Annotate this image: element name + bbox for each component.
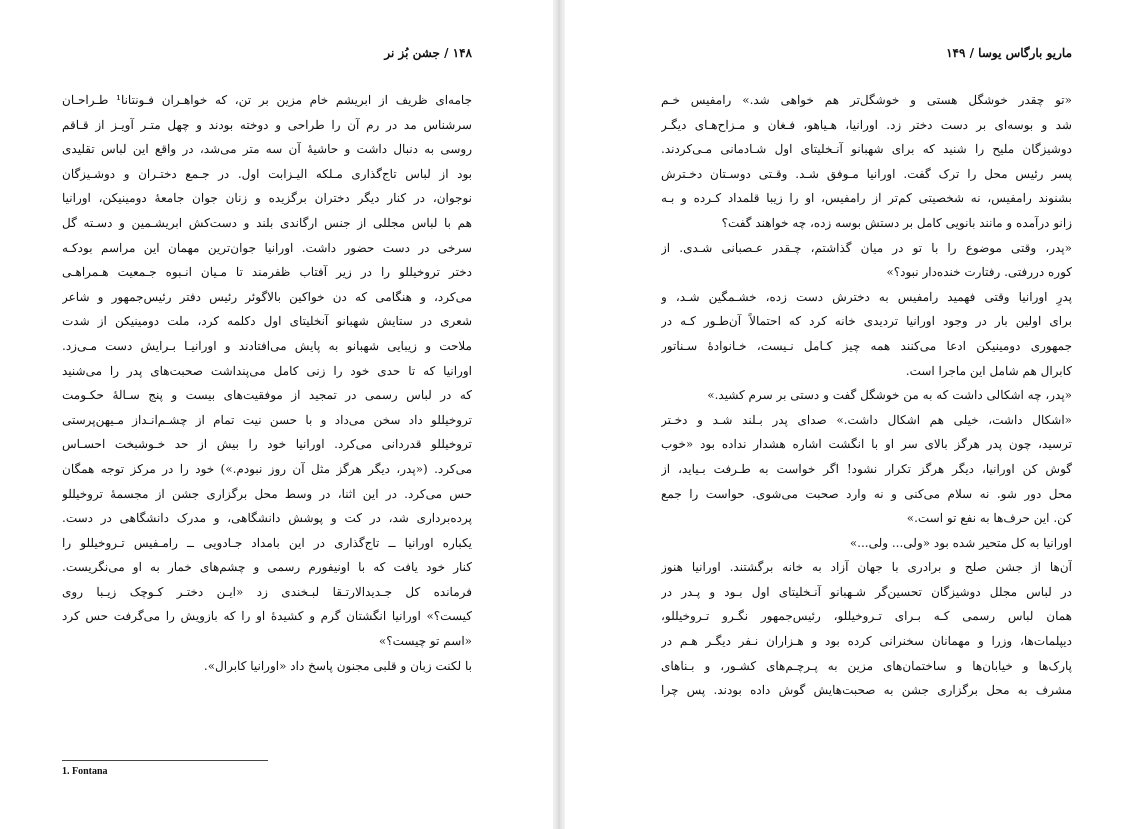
text-line: که در لباس رسمی در تمجید از موفقیت‌های بیست و پنج سـالهٔ حکـومت xyxy=(62,388,472,403)
footnote-rule xyxy=(62,760,268,761)
text-line: بود از لباس تاج‌گذاری مـلکه الیـزابت اول. در جـمع دختـران و دوشـیزگان xyxy=(62,166,472,181)
text-line: کیست؟» اورانیا انگشتان گرم و کشیدهٔ او را که بازویش را می‌گرفت حس کرد xyxy=(62,609,472,624)
text-line: کنار خود یافت که با اونیفورم رسمی و چشم‌های خمار به او می‌نگریست. xyxy=(62,560,472,575)
text-line: محل دور شو. نه سلام می‌کنی و نه وارد صحبت می‌شوی. حواست را جمع xyxy=(661,486,1072,501)
text-line: پدرِ اورانیا وقتی فهمید رامفیس به دخترش دست زده، خشـمگین شـد، و xyxy=(661,289,1072,304)
text-line: «اشکال داشت، خیلی هم اشکال داشت.» صدای پدر بـلند شـد و دخـتر xyxy=(661,412,1072,427)
text-line: می‌کرد. («پدر، دیگر هرگز مثل آن روز نبودم.») خود را در مرکز توجه همگان xyxy=(62,461,472,476)
text-line: «اسم تو چیست؟» xyxy=(378,634,472,649)
text-line: گوش کن اورانیا، دیگر هرگز تکرار نشود! اگر خواست به طـرفت بـیاید، از xyxy=(661,461,1072,476)
text-line: بشنوند رامفیس، نه شخصیتی کم‌تر از رامفیس، او را زیبا قلمداد کـرده و بـه xyxy=(661,191,1072,206)
text-line: مشرف به محل برگزاری جشن به صحبت‌هایش گوش داده بودند. پس چرا xyxy=(661,683,1072,698)
text-line: سرشناس مد در رم آن را طراحی و دوخته بودند و چهل متـر آویـز از قـاقم xyxy=(62,117,472,132)
text-line: آن‌ها از جشن صلح و برادری با جهان آزاد به خانه برگشتند. اورانیا هنوز xyxy=(661,560,1072,575)
text-line: شد و بوسه‌ای بر دست دختر زد. اورانیا، هـیاهو، فـغان و مـزاح‌هـای دیگـر xyxy=(661,117,1072,132)
text-line: یکباره اورانیا ــ تاج‌گذاری در این بامداد جـادویی ــ رامـفیس تـروخیللو را xyxy=(62,535,472,550)
text-line: زانو درآمده و مانند بانویی کامل بر دستش بوسه زده، چه خواهند گفت؟ xyxy=(721,215,1072,230)
right-page-header: ماریو بارگاس یوسا / ۱۴۹ xyxy=(946,46,1072,60)
text-line: تروخیللو قدردانی می‌کرد. اورانیا خود را بیش از حد خـوشبخت احسـاس xyxy=(62,437,472,452)
text-line: پسر رئیس محل را ترک گفت. اورانیا مـوفق شـد. وقـتی دوسـتان دخـترش xyxy=(661,166,1072,181)
text-line: جامه‌ای ظریف از ابریشم خام مزین بر تن، که خواهـران فـونتانا¹ طـراحـان xyxy=(62,93,472,107)
text-line: برای اولین بار در وجود اورانیا تردیدی خانه کرد که احتمالاً آن‌طـور کـه در xyxy=(661,314,1072,329)
book-gutter xyxy=(553,0,565,829)
footnote: 1. Fontana xyxy=(62,766,108,777)
text-line: دیپلمات‌ها، وزرا و مهمانان سخنرانی کرده بود و هـزاران نـفر دیگـر هـم در xyxy=(661,634,1072,649)
text-line: تروخیللو داد سخن می‌داد و با حسن نیت تمام از چشـم‌انـداز مـیهن‌پرستی xyxy=(62,412,472,427)
text-line: در لباس مجلل دوشیزگان تحسین‌گر شـهبانو آنـخلیتای اول بـود و پـدر در xyxy=(661,584,1072,599)
text-line: پرده‌برداری شد، در کت و پوشش دانشگاهی، و مدرک دانشگاهی در دست. xyxy=(62,511,472,526)
text-line: با لکنت زبان و قلبی مجنون پاسخ داد «اورانیا کابرال». xyxy=(203,658,472,673)
left-page-header: ۱۴۸ / جشن بُز نر xyxy=(384,46,472,60)
text-line: ملاحت و زیبایی شهبانو به پایش می‌افتادند و اورانیـا بـرایش دست مـی‌زد. xyxy=(62,338,472,353)
text-line: اورانیا به کل متحیر شده بود «ولی... ولی...» xyxy=(849,535,1072,550)
text-line: سرخی در دست حضور داشت. اورانیا جوان‌ترین مهمان این مراسم بودکـه xyxy=(62,240,472,255)
text-line: شعری در ستایش شهبانو آنخلیتای اول دکلمه کرد، ملت دومینیکن از شدت xyxy=(62,314,472,329)
text-line: دوشیزگان ملیح را شنید که برای شهبانو آنـخلیتای اول شـادمانی مـی‌کردند. xyxy=(661,142,1072,157)
text-line: همان لباس رسمی کـه بـرای تـروخیللو، رئیس‌جمهور نگـرو تـروخیللو، xyxy=(661,609,1072,624)
left-page-body xyxy=(62,88,472,678)
text-line: پارک‌ها و خیابان‌ها و ساختمان‌های مزین به پـرچـم‌های کشـور، و بـناهای xyxy=(661,658,1072,673)
text-line: کابرال هم شامل این ماجرا است. xyxy=(905,363,1072,378)
text-line: «پدر، چه اشکالی داشت که به من خوشگل گفت و دستی بر سرم کشید.» xyxy=(707,388,1072,403)
text-line: ترسید، چون پدر هرگز بالای سر او با انگشت اشاره هشدار نداده بود «خوب xyxy=(661,437,1072,452)
text-line: هم با لباس مجللی از جنس ارگاندی بلند و دست‌کش ابریشـمین و دسـته گل xyxy=(62,215,472,230)
text-line: فرمانده کل جـدیدالارتـقا لبـخندی زد «ایـن دختـر کـوچک زیـبا روی xyxy=(62,584,472,599)
text-line: «پدر، وقتی موضوع را با تو در میان گذاشتم، چـقدر عـصبانی شـدی. از xyxy=(661,240,1072,255)
text-line: دختر تروخیللو را در زیر آفتاب ظفرمند تا مـیان انـبوه جـمعیت هـمراهـی xyxy=(62,265,472,280)
text-line: می‌کرد، و هنگامی که دن خواکین بالاگوئر رئیس دفتر رئیس‌جمهور و شاعر xyxy=(62,289,472,304)
text-line: کوره دررفتی. رفتارت خنده‌دار نبود؟» xyxy=(886,265,1072,280)
text-line: روسی به دنبال داشت و حاشیهٔ آن سه متر می‌شد، در واقع این لباس تقلیدی xyxy=(62,142,472,157)
text-line: «تو چقدر خوشگل هستی و خوشگل‌تر هم خواهی شد.» رامفیس خـم xyxy=(661,93,1072,107)
text-line: کن. این حرف‌ها به نفع تو است.» xyxy=(906,511,1072,526)
right-page xyxy=(565,0,1131,829)
right-page-body xyxy=(661,88,1072,703)
text-line: حس می‌کرد. در این اثنا، در وسط محل برگزاری جشن از مجسمهٔ تروخیللو xyxy=(62,486,472,501)
text-line: نوجوان، در کنار دیگر دختران برگزیده و زنان جوان جامعهٔ دومینیکن، اورانیا xyxy=(62,191,472,206)
text-line: اورانیا که تا حدی خود را زنی کامل می‌پنداشت صحبت‌های پدر را می‌شنید xyxy=(62,363,472,378)
left-page xyxy=(0,0,553,829)
text-line: جمهوری دومینیکن ادعا می‌کنند همه چیز کـامل نـیست، خـانوادهٔ سـناتور xyxy=(661,338,1072,353)
